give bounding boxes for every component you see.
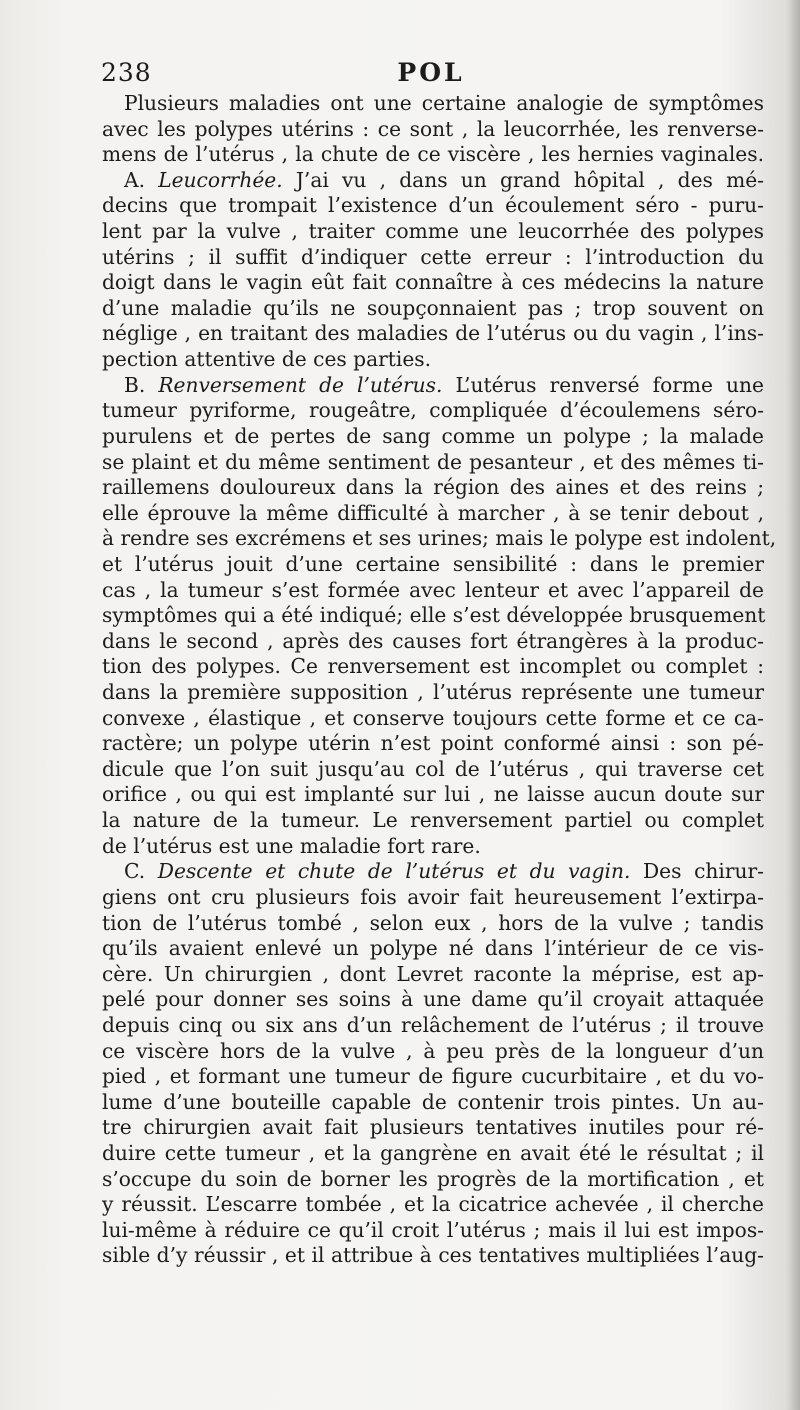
text-line [102,347,764,373]
text-line [102,1090,764,1116]
section-label: B. [124,372,159,397]
section-label: C. [124,859,158,884]
line-text: giens ont cru plusieurs fois avoir fait heureusement l’extirpa- [102,884,764,909]
text-line [102,193,764,219]
line-text: tion des polypes. Ce renversement est incomplet ou complet : [102,654,764,679]
text-line [102,1167,764,1193]
text-line [102,1243,764,1269]
text-line [102,1039,764,1065]
line-text: depuis cinq ou six ans d’un relâchement de l’utérus ; il trouve [102,1012,764,1037]
line-text: pelé pour donner ses soins à une dame qu’il croyait attaquée [102,987,764,1012]
text-line [102,1064,764,1090]
text-line [102,424,764,450]
text-line [102,117,764,143]
text-line [102,1218,764,1244]
line-text: doigt dans le vagin eût fait connaître à ces médecins la nature [102,270,764,295]
text-line [102,501,764,527]
text-line [102,654,764,680]
line-text: L’utérus renversé forme une [455,372,764,397]
line-text: mens de l’utérus , la chute de ce viscère , les hernies vaginales. [102,142,764,167]
line-text: sible d’y réussir , et il attribue à ces tentatives multipliées l’aug- [102,1243,764,1268]
line-text: dicule que l’on suit jusqu’au col de l’utérus , qui traverse cet [102,756,764,781]
line-text: cas , la tumeur s’est formée avec lenteur et avec l’appareil de [102,577,764,602]
line-text: et l’utérus jouit d’une certaine sensibilité : dans le premier [102,551,764,576]
line-text: J’ai vu , dans un grand hôpital , des mé- [295,167,764,192]
text-line [102,859,764,885]
line-text: y réussit. L’escarre tombée , et la cicatrice achevée , il cherche [102,1192,764,1217]
line-text: de l’utérus est une maladie fort rare. [102,833,481,858]
text-line [102,321,764,347]
text-line [102,629,764,655]
line-text: se plaint et du même sentiment de pesanteur , et des mêmes ti- [102,449,764,474]
text-line [102,270,764,296]
line-text: duire cette tumeur , et la gangrène en avait été le résultat ; il [102,1140,764,1165]
text-line [102,757,764,783]
text-line [102,450,764,476]
line-text: pection attentive de ces parties. [102,347,432,372]
text-line [102,706,764,732]
line-text: tre chirurgien avait fait plusieurs tentatives inutiles pour ré- [102,1115,764,1140]
body-text [102,91,777,1269]
line-text: elle éprouve la même difficulté à marcher , à se tenir debout , [102,500,764,525]
text-line [102,578,764,604]
line-text: symptômes qui a été indiqué; elle s’est développée brusquement [102,603,766,628]
text-line [102,834,764,860]
line-text: lume d’une bouteille capable de contenir trois pintes. Un au- [102,1089,764,1114]
text-line [102,296,764,322]
text-line [102,731,764,757]
text-line [102,1013,764,1039]
line-text: purulens et de pertes de sang comme un polype ; la malade [102,423,764,448]
line-text: la nature de la tumeur. Le renversement partiel ou complet [102,808,764,833]
line-text: tion de l’utérus tombé , selon eux , hors de la vulve ; tandis [102,910,764,935]
text-line [102,1192,764,1218]
text-line [102,552,764,578]
running-head: POL [397,58,465,87]
line-text: s’occupe du soin de borner les progrès de la mortification , et [102,1166,764,1191]
line-text: lui-même à réduire ce qu’il croit l’utérus ; mais il lui est impos- [102,1217,764,1242]
line-text: lent par la vulve , traiter comme une leucorrhée des polypes [102,219,764,244]
text-line [102,1141,764,1167]
page-number: 238 [101,58,152,87]
line-text: qu’ils avaient enlevé un polype né dans l’intérieur de ce vis- [102,936,764,961]
line-text: orifice , ou qui est implanté sur lui , ne laisse aucun doute sur [102,782,764,807]
line-text: dans la première supposition , l’utérus représente une tumeur [102,680,764,705]
section-heading: Descente et chute de l’utérus et du vagin. [157,859,643,884]
text-line [102,987,764,1013]
text-line [102,142,764,168]
text-line [102,475,764,501]
line-text: à rendre ses excrémens et ses urines; mais le polype est indolent, [102,526,777,551]
page-edge-shadow [786,0,800,1410]
text-line [102,373,764,399]
text-line [102,219,764,245]
line-text: raillemens douloureux dans la région des aines et des reins ; [102,475,764,500]
text-line [102,911,764,937]
line-text: néglige , en traitant des maladies de l’utérus ou du vagin , l’ins- [102,321,764,346]
text-line [102,885,764,911]
text-line [102,1115,764,1141]
text-line [102,168,764,194]
line-text: ractère; un polype utérin n’est point conformé ainsi : son pé- [102,731,764,756]
text-line [102,936,764,962]
text-line [102,808,764,834]
line-text: Plusieurs maladies ont une certaine analogie de symptômes [124,91,764,115]
text-line [102,91,764,117]
text-line [102,398,764,424]
section-label: A. [124,167,159,192]
page-header [96,58,766,92]
line-text: convexe , élastique , et conserve toujours cette forme et ce ca- [102,705,764,730]
line-text: decins que trompait l’existence d’un écoulement séro - puru- [102,193,764,218]
line-text: pied , et formant une tumeur de figure cucurbitaire , et du vo- [102,1064,764,1089]
line-text: tumeur pyriforme, rougeâtre, compliquée d’écoulemens séro- [102,398,764,423]
text-line [102,603,764,629]
text-line [102,782,764,808]
section-heading: Renversement de l’utérus. [158,372,456,397]
text-line [102,680,764,706]
text-line [102,526,777,552]
text-line [102,962,764,988]
line-text: dans le second , après des causes fort étrangères à la produc- [102,628,764,653]
text-line [102,245,764,271]
line-text: avec les polypes utérins : ce sont , la leucorrhée, les renverse- [102,116,764,141]
line-text: cère. Un chirurgien , dont Levret raconte la méprise, est ap- [102,961,764,986]
line-text: ce viscère hors de la vulve , à peu près de la longueur d’un [102,1038,764,1063]
section-heading: Leucorrhée. [158,167,296,192]
line-text: Des chirur- [643,859,764,884]
line-text: utérins ; il suffit d’indiquer cette erreur : l’introduction du [102,244,764,269]
line-text: d’une maladie qu’ils ne soupçonnaient pas ; trop souvent on [102,295,764,320]
